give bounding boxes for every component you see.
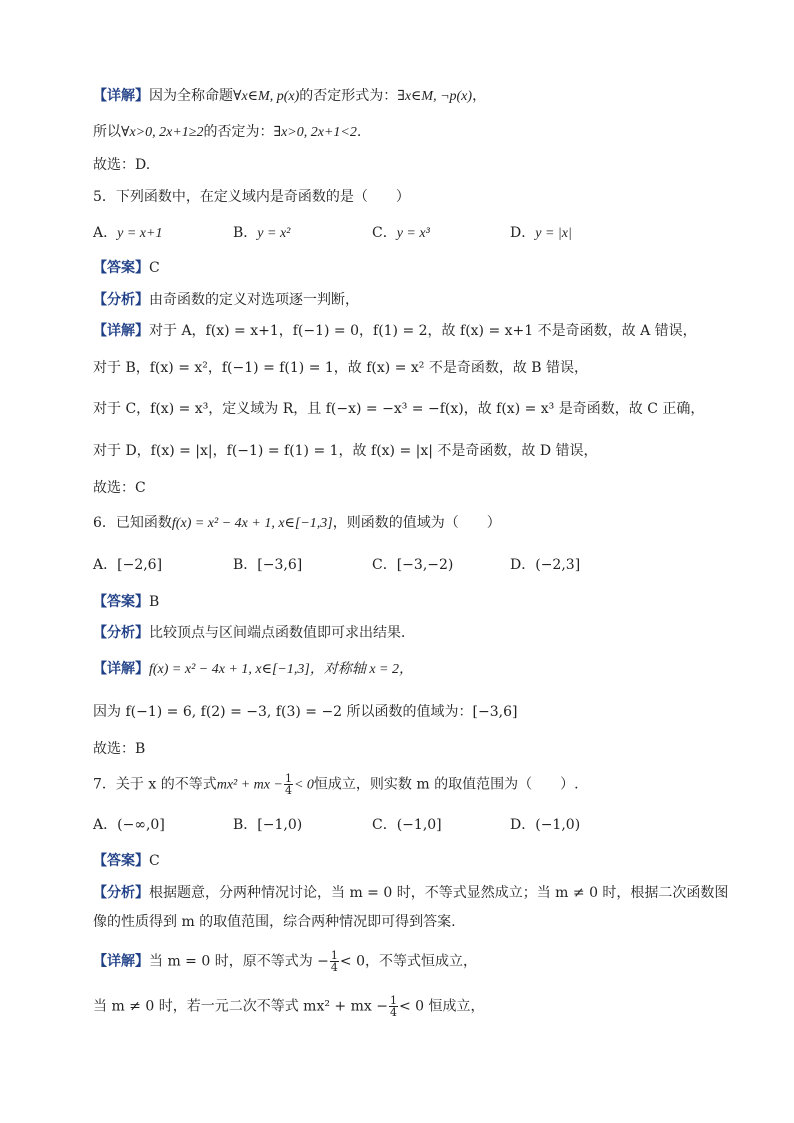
text: 的否定形式为： [299, 88, 398, 104]
text: 的否定为： [203, 124, 274, 140]
fraction: $\frac{1}{4}$ [330, 949, 338, 974]
q6-option-c: C．[−3,−2) [372, 557, 454, 573]
selection-line: 故选：D. [93, 157, 151, 173]
q7-detail-2: 当 m ≠ 0 时，若一元二次不等式 mx² + mx − $\frac{1}{4}$ < 0 恒成立， [93, 994, 485, 1019]
text: 所以 [93, 124, 121, 140]
q5-detail-2: 对于 B，f(x) = x²，f(−1) = f(1) = 1，故 f(x) = x² 不是奇函数，故 B 错误， [93, 360, 589, 376]
q5-detail-1: 【详解】对于 A，f(x) = x+1，f(−1) = 0，f(1) = 2，故 f(x) = x+1 不是奇函数，故 A 错误， [93, 323, 697, 339]
q5-option-b: B．y = x² [233, 225, 291, 241]
fraction: $\frac{1}{4}$ [389, 994, 397, 1019]
q7-option-b: B．[−1,0) [233, 817, 303, 833]
q5-option-c: C．y = x³ [372, 225, 430, 241]
question-5: 5．下列函数中，在定义域内是奇函数的是（ ） [93, 189, 410, 205]
q6-option-d: D．(−2,3] [510, 557, 581, 573]
q7-option-a: A．(−∞,0] [93, 817, 165, 833]
detail-tag: 【详解】 [93, 88, 149, 104]
q6-detail-2: 因为 f(−1) = 6, f(2) = −3, f(3) = −2 所以函数的值域为：[−3,6] [93, 704, 518, 720]
formula: ∀x>0, 2x+1≥2 [121, 125, 204, 140]
question-6: 6．已知函数f(x) = x² − 4x + 1, x∈[−1,3]，则函数的值域为（ ） [93, 515, 501, 531]
q5-analysis: 【分析】由奇函数的定义对选项逐一判断， [93, 292, 359, 308]
formula: ∀x∈M, p(x) [233, 89, 300, 104]
q5-option-a: A．y = x+1 [93, 225, 163, 241]
answer-line-1 [93, 86, 486, 107]
q7-detail-1: 【详解】当 m = 0 时，原不等式为 − $\frac{1}{4}$ < 0，不等式恒成立， [93, 949, 477, 974]
question-7: 7．关于 x 的不等式mx² + mx − $\frac{1}{4}$ < 0恒成立，则实数 m 的取值范围为（ ）. [93, 772, 579, 797]
q6-detail-1: 【详解】f(x) = x² − 4x + 1, x∈[−1,3]，对称轴 x = 2， [93, 661, 413, 677]
q7-answer: 【答案】C [93, 853, 160, 869]
q6-option-b: B．[−3,6] [233, 557, 303, 573]
q5-detail-4: 对于 D，f(x) = |x|，f(−1) = f(1) = 1，故 f(x) = |x| 不是奇函数，故 D 错误， [93, 443, 598, 459]
q6-option-a: A．[−2,6] [93, 557, 163, 573]
q7-analysis-2: 像的性质得到 m 的取值范围，综合两种情况即可得到答案. [93, 914, 456, 930]
q6-answer: 【答案】B [93, 594, 160, 610]
answer-line-2 [93, 122, 361, 143]
fraction: $\frac{1}{4}$ [284, 772, 292, 797]
formula: ∃x∈M, ¬p(x) [397, 89, 473, 104]
q7-analysis-1: 【分析】根据题意，分两种情况讨论，当 m = 0 时，不等式显然成立；当 m ≠ 0 时，根据二次函数图 [93, 885, 729, 901]
q6-analysis: 【分析】比较顶点与区间端点函数值即可求出结果． [93, 625, 415, 641]
q7-option-c: C．(−1,0] [372, 817, 442, 833]
q5-detail-3: 对于 C，f(x) = x³，定义域为 R，且 f(−x) = −x³ = −f(x)，故 f(x) = x³ 是奇函数，故 C 正确， [93, 401, 705, 417]
formula: ∃x>0, 2x+1<2 [273, 125, 357, 140]
q6-selection: 故选：B [93, 741, 146, 757]
text: ， [472, 88, 487, 104]
text: . [356, 124, 362, 140]
q5-selection: 故选：C [93, 480, 146, 496]
q7-option-d: D．(−1,0) [510, 817, 581, 833]
q5-option-d: D．y = |x| [510, 225, 572, 241]
q5-answer: 【答案】C [93, 260, 160, 276]
text: 因为全称命题 [149, 88, 233, 104]
